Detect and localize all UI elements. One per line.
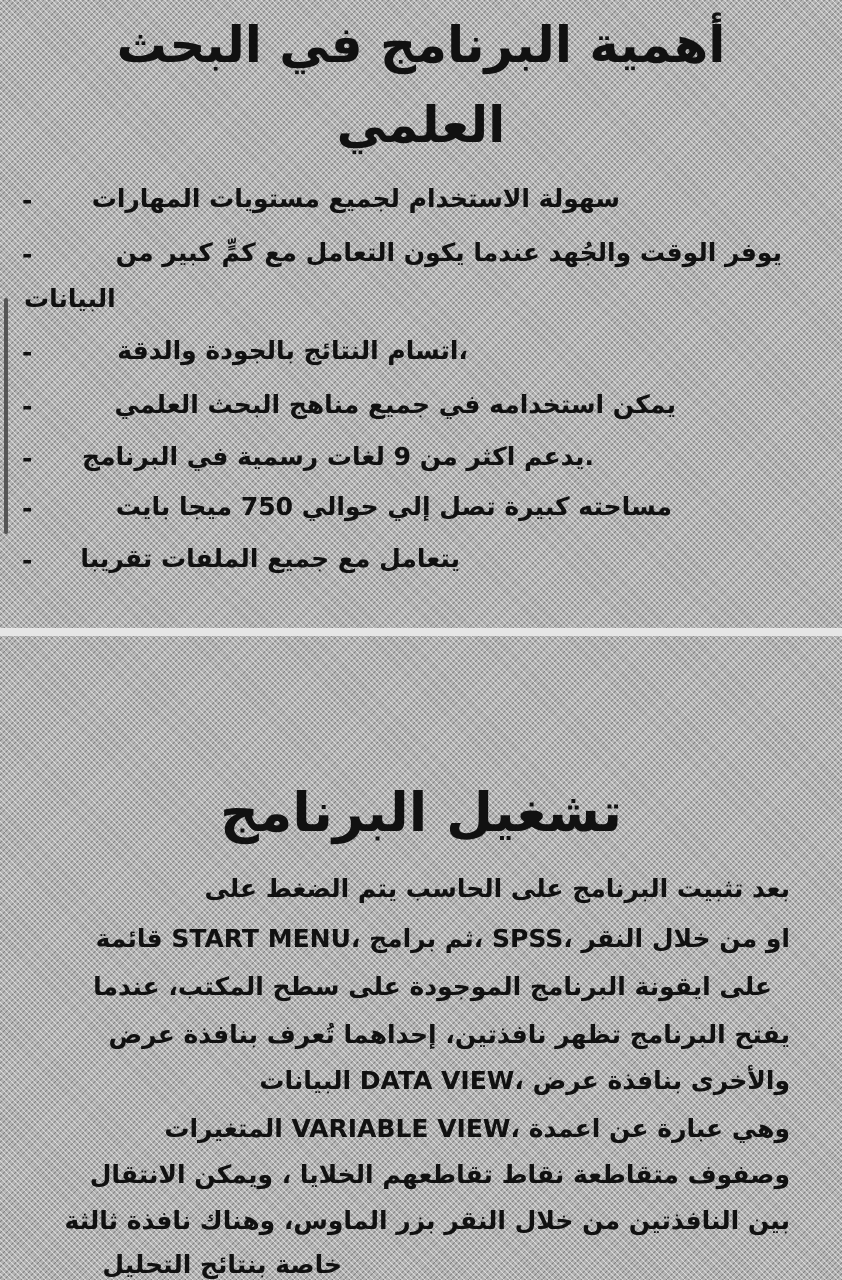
bullet-dash: - <box>22 186 33 215</box>
slide-title: تشغيل البرنامج <box>219 781 623 844</box>
paragraph-line: والأخرى بنافذة عرض ،DATA VIEW البيانات <box>259 1066 790 1095</box>
scrollbar[interactable] <box>4 298 8 534</box>
bullet-item: سهولة الاستخدام لجميع مستويات المهارات <box>91 184 620 213</box>
bullet-item: مساحته كبيرة تصل إلي حوالي 750 ميجا بايت <box>115 492 672 521</box>
slide-importance <box>0 0 842 628</box>
paragraph-line: وصفوف متقاطعة نقاط تقاطعهم الخلايا ، ويمكن الانتقال <box>89 1160 790 1189</box>
bullet-dash: - <box>22 338 33 367</box>
slide-divider <box>0 628 842 636</box>
bullet-item: يمكن استخدامه في جميع مناهج البحث العلمي <box>114 390 676 419</box>
bullet-item: .يدعم اكثر من 9 لغات رسمية في البرنامج <box>82 442 594 471</box>
bullet-dash: - <box>22 240 33 269</box>
bullet-dash: - <box>22 444 33 473</box>
paragraph-line: وهي عبارة عن اعمدة ،VARIABLE VIEW المتغيرات <box>164 1114 790 1143</box>
slide-running-program <box>0 636 842 1280</box>
paragraph-line: او من خلال النقر ،SPSS ،ثم برامج ،START MENU قائمة <box>95 924 790 953</box>
bullet-dash: - <box>22 392 33 421</box>
paragraph-line: بين النافذتين من خلال النقر بزر الماوس، وهناك نافذة ثالثة <box>64 1206 790 1235</box>
paragraph-line: يفتح البرنامج تظهر نافذتين، إحداهما تُعرف بنافذة عرض <box>108 1020 790 1049</box>
paragraph-line: بعد تثبيت البرنامج على الحاسب يتم الضغط على <box>204 874 790 903</box>
slide-title-line1: أهمية البرنامج في البحث <box>116 16 726 74</box>
paragraph-line: خاصة بنتائج التحليل <box>102 1250 342 1279</box>
bullet-dash: - <box>22 546 33 575</box>
bullet-dash: - <box>22 494 33 523</box>
bullet-item: يوفر الوقت والجُهد عندما يكون التعامل مع كمٍّ كبير من <box>115 238 782 267</box>
bullet-item-continued: البيانات <box>24 284 116 313</box>
paragraph-line: على ايقونة البرنامج الموجودة على سطح المكتب، عندما <box>93 972 772 1001</box>
slide-title-line2: العلمي <box>336 96 506 154</box>
bullet-item: يتعامل مع جميع الملفات تقريبا <box>80 544 460 573</box>
bullet-item: ،اتسام النتائج بالجودة والدقة <box>117 336 468 365</box>
